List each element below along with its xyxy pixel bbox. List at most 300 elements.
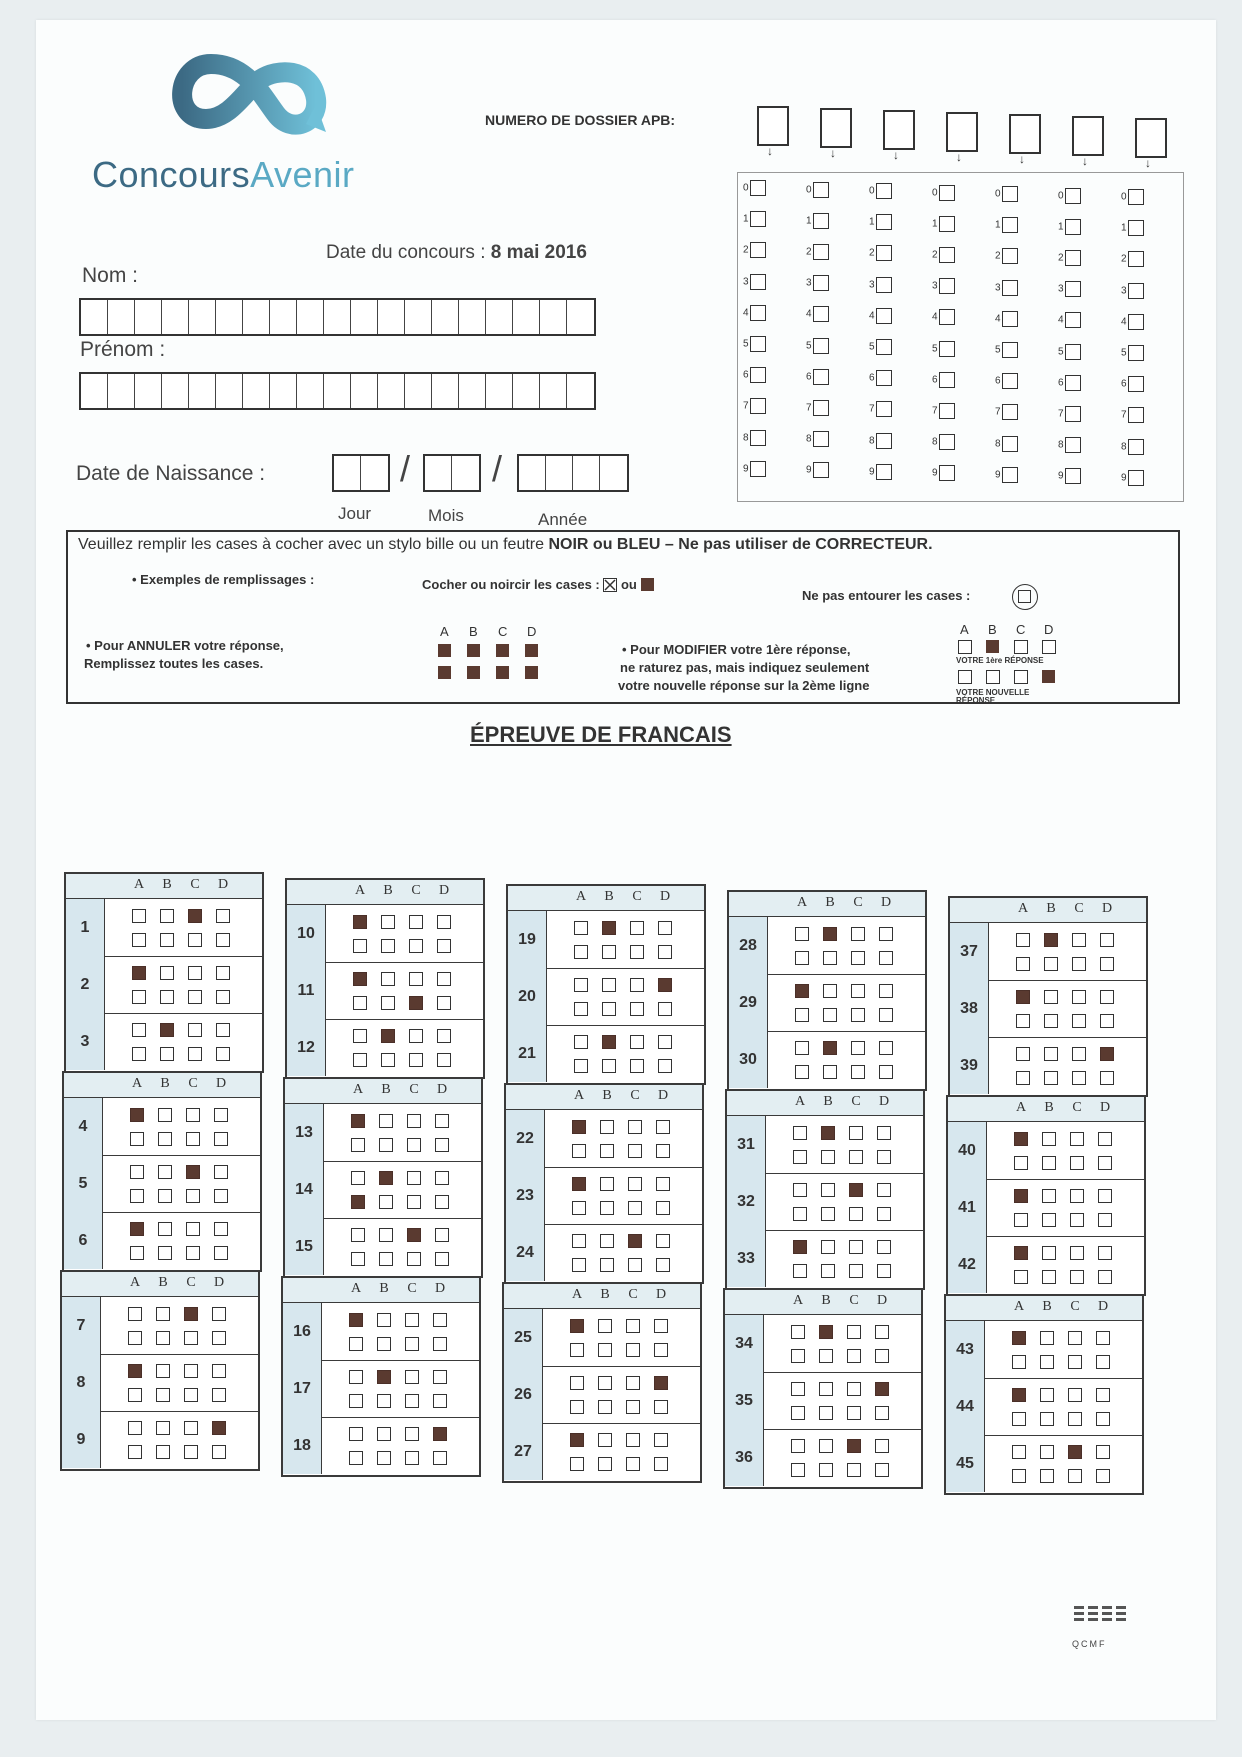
apb-digit-option[interactable] (806, 431, 829, 447)
apb-digit-checkbox[interactable] (1128, 345, 1144, 361)
answer-checkbox-c[interactable] (851, 984, 865, 998)
letter-box[interactable] (135, 374, 162, 408)
answer-checkbox-d[interactable] (212, 1421, 226, 1435)
second-answer-checkbox-d[interactable] (875, 1463, 889, 1477)
second-answer-checkbox-d[interactable] (214, 1132, 228, 1146)
second-answer-checkbox-b[interactable] (160, 933, 174, 947)
answer-checkbox-c[interactable] (186, 1222, 200, 1236)
second-answer-checkbox-c[interactable] (186, 1246, 200, 1260)
second-answer-checkbox-c[interactable] (1072, 1014, 1086, 1028)
apb-digit-checkbox[interactable] (813, 400, 829, 416)
apb-digit-checkbox[interactable] (876, 401, 892, 417)
apb-digit-option[interactable] (1058, 406, 1081, 422)
apb-digit-option[interactable] (995, 311, 1018, 327)
answer-checkbox-c[interactable] (407, 1114, 421, 1128)
apb-digit-option[interactable] (869, 401, 892, 417)
second-answer-checkbox-b[interactable] (602, 1059, 616, 1073)
answer-checkbox-c[interactable] (849, 1240, 863, 1254)
apb-digit-checkbox[interactable] (1065, 375, 1081, 391)
second-answer-checkbox-b[interactable] (1040, 1355, 1054, 1369)
answer-checkbox-c[interactable] (630, 978, 644, 992)
letter-box[interactable] (452, 456, 479, 490)
apb-digit-option[interactable] (806, 400, 829, 416)
letter-box[interactable] (270, 374, 297, 408)
apb-digit-checkbox[interactable] (1065, 281, 1081, 297)
second-answer-checkbox-d[interactable] (658, 1059, 672, 1073)
apb-digit-checkbox[interactable] (813, 275, 829, 291)
second-answer-checkbox-c[interactable] (1070, 1213, 1084, 1227)
answer-checkbox-b[interactable] (819, 1382, 833, 1396)
answer-checkbox-a[interactable] (1014, 1132, 1028, 1146)
apb-digit-option[interactable] (869, 370, 892, 386)
letter-box[interactable] (425, 456, 452, 490)
letter-box[interactable] (378, 374, 405, 408)
second-answer-checkbox-d[interactable] (435, 1252, 449, 1266)
answer-checkbox-b[interactable] (158, 1165, 172, 1179)
apb-digit-checkbox[interactable] (1002, 311, 1018, 327)
second-answer-checkbox-b[interactable] (381, 939, 395, 953)
letter-box[interactable] (324, 300, 351, 334)
answer-checkbox-d[interactable] (877, 1240, 891, 1254)
second-answer-checkbox-d[interactable] (656, 1258, 670, 1272)
second-answer-checkbox-d[interactable] (437, 996, 451, 1010)
answer-checkbox-a[interactable] (128, 1421, 142, 1435)
second-answer-checkbox-a[interactable] (351, 1138, 365, 1152)
second-answer-checkbox-d[interactable] (435, 1195, 449, 1209)
apb-digit-option[interactable] (932, 465, 955, 481)
letter-box[interactable] (540, 374, 567, 408)
second-answer-checkbox-c[interactable] (407, 1138, 421, 1152)
answer-checkbox-a[interactable] (574, 978, 588, 992)
apb-digit-option[interactable] (932, 185, 955, 201)
apb-digit-checkbox[interactable] (813, 244, 829, 260)
second-answer-checkbox-b[interactable] (379, 1252, 393, 1266)
answer-checkbox-d[interactable] (654, 1319, 668, 1333)
answer-checkbox-d[interactable] (216, 909, 230, 923)
apb-digit-checkbox[interactable] (939, 247, 955, 263)
second-answer-checkbox-c[interactable] (630, 1059, 644, 1073)
second-answer-checkbox-c[interactable] (405, 1451, 419, 1465)
answer-checkbox-a[interactable] (130, 1108, 144, 1122)
apb-digit-option[interactable] (1121, 376, 1144, 392)
answer-checkbox-c[interactable] (188, 909, 202, 923)
second-answer-checkbox-c[interactable] (186, 1189, 200, 1203)
apb-digit-option[interactable] (743, 461, 766, 477)
apb-digit-checkbox[interactable] (939, 278, 955, 294)
apb-digit-option[interactable] (743, 305, 766, 321)
second-answer-checkbox-c[interactable] (409, 996, 423, 1010)
answer-checkbox-b[interactable] (158, 1108, 172, 1122)
second-answer-checkbox-d[interactable] (1098, 1270, 1112, 1284)
answer-checkbox-c[interactable] (186, 1108, 200, 1122)
second-answer-checkbox-d[interactable] (656, 1144, 670, 1158)
second-answer-checkbox-b[interactable] (1042, 1156, 1056, 1170)
letter-box[interactable] (297, 374, 324, 408)
second-answer-checkbox-c[interactable] (407, 1195, 421, 1209)
answer-checkbox-a[interactable] (1016, 1047, 1030, 1061)
answer-checkbox-d[interactable] (1100, 933, 1114, 947)
answer-checkbox-d[interactable] (1098, 1189, 1112, 1203)
apb-digit-option[interactable] (932, 309, 955, 325)
answer-checkbox-c[interactable] (405, 1427, 419, 1441)
answer-checkbox-d[interactable] (216, 1023, 230, 1037)
answer-checkbox-b[interactable] (160, 966, 174, 980)
second-answer-checkbox-c[interactable] (849, 1264, 863, 1278)
answer-checkbox-c[interactable] (847, 1325, 861, 1339)
letter-box[interactable] (519, 456, 546, 490)
second-answer-checkbox-a[interactable] (1012, 1469, 1026, 1483)
apb-digit-checkbox[interactable] (750, 461, 766, 477)
apb-digit-checkbox[interactable] (939, 403, 955, 419)
second-answer-checkbox-a[interactable] (793, 1150, 807, 1164)
letter-box[interactable] (573, 456, 600, 490)
apb-digit-box[interactable] (1135, 118, 1167, 158)
answer-checkbox-b[interactable] (823, 1041, 837, 1055)
apb-digit-checkbox[interactable] (1002, 404, 1018, 420)
letter-box[interactable] (486, 300, 513, 334)
answer-checkbox-a[interactable] (130, 1165, 144, 1179)
answer-checkbox-d[interactable] (212, 1307, 226, 1321)
second-answer-checkbox-d[interactable] (658, 1002, 672, 1016)
annee-input[interactable] (517, 454, 629, 492)
letter-box[interactable] (189, 374, 216, 408)
answer-checkbox-a[interactable] (351, 1171, 365, 1185)
second-answer-checkbox-b[interactable] (160, 990, 174, 1004)
second-answer-checkbox-a[interactable] (132, 933, 146, 947)
answer-checkbox-a[interactable] (574, 1035, 588, 1049)
letter-box[interactable] (459, 374, 486, 408)
answer-checkbox-b[interactable] (598, 1376, 612, 1390)
second-answer-checkbox-a[interactable] (130, 1132, 144, 1146)
answer-checkbox-b[interactable] (160, 1023, 174, 1037)
answer-checkbox-a[interactable] (353, 972, 367, 986)
second-answer-checkbox-d[interactable] (1098, 1213, 1112, 1227)
answer-checkbox-b[interactable] (602, 978, 616, 992)
second-answer-checkbox-d[interactable] (877, 1150, 891, 1164)
answer-checkbox-a[interactable] (795, 1041, 809, 1055)
answer-checkbox-a[interactable] (349, 1313, 363, 1327)
answer-checkbox-d[interactable] (433, 1313, 447, 1327)
second-answer-checkbox-b[interactable] (160, 1047, 174, 1061)
answer-checkbox-c[interactable] (1072, 990, 1086, 1004)
second-answer-checkbox-d[interactable] (212, 1445, 226, 1459)
answer-checkbox-d[interactable] (875, 1325, 889, 1339)
answer-checkbox-b[interactable] (1044, 1047, 1058, 1061)
second-answer-checkbox-b[interactable] (156, 1331, 170, 1345)
second-answer-checkbox-c[interactable] (1068, 1412, 1082, 1426)
second-answer-checkbox-b[interactable] (821, 1207, 835, 1221)
second-answer-checkbox-b[interactable] (379, 1195, 393, 1209)
answer-checkbox-a[interactable] (1016, 990, 1030, 1004)
second-answer-checkbox-d[interactable] (654, 1400, 668, 1414)
second-answer-checkbox-a[interactable] (793, 1264, 807, 1278)
second-answer-checkbox-b[interactable] (1040, 1412, 1054, 1426)
second-answer-checkbox-b[interactable] (819, 1349, 833, 1363)
second-answer-checkbox-d[interactable] (437, 1053, 451, 1067)
apb-digit-checkbox[interactable] (1002, 248, 1018, 264)
apb-digit-checkbox[interactable] (939, 309, 955, 325)
second-answer-checkbox-a[interactable] (353, 1053, 367, 1067)
second-answer-checkbox-a[interactable] (572, 1144, 586, 1158)
second-answer-checkbox-a[interactable] (1014, 1270, 1028, 1284)
apb-digit-checkbox[interactable] (750, 211, 766, 227)
second-answer-checkbox-a[interactable] (570, 1457, 584, 1471)
second-answer-checkbox-c[interactable] (630, 945, 644, 959)
second-answer-checkbox-b[interactable] (1044, 1014, 1058, 1028)
second-answer-checkbox-a[interactable] (1014, 1156, 1028, 1170)
apb-digit-checkbox[interactable] (813, 338, 829, 354)
second-answer-checkbox-a[interactable] (349, 1337, 363, 1351)
answer-checkbox-b[interactable] (379, 1171, 393, 1185)
second-answer-checkbox-a[interactable] (570, 1400, 584, 1414)
second-answer-checkbox-a[interactable] (1016, 1071, 1030, 1085)
apb-digit-checkbox[interactable] (1128, 189, 1144, 205)
apb-digit-box[interactable] (1072, 116, 1104, 156)
second-answer-checkbox-b[interactable] (823, 1008, 837, 1022)
second-answer-checkbox-a[interactable] (793, 1207, 807, 1221)
second-answer-checkbox-d[interactable] (1100, 1014, 1114, 1028)
answer-checkbox-d[interactable] (877, 1126, 891, 1140)
apb-digit-checkbox[interactable] (813, 182, 829, 198)
second-answer-checkbox-a[interactable] (572, 1201, 586, 1215)
letter-box[interactable] (243, 374, 270, 408)
second-answer-checkbox-d[interactable] (877, 1264, 891, 1278)
answer-checkbox-a[interactable] (1012, 1331, 1026, 1345)
answer-checkbox-c[interactable] (1068, 1445, 1082, 1459)
apb-digit-option[interactable] (806, 462, 829, 478)
second-answer-checkbox-b[interactable] (158, 1246, 172, 1260)
answer-checkbox-d[interactable] (656, 1234, 670, 1248)
answer-checkbox-d[interactable] (658, 1035, 672, 1049)
second-answer-checkbox-a[interactable] (574, 1002, 588, 1016)
answer-checkbox-c[interactable] (409, 915, 423, 929)
second-answer-checkbox-d[interactable] (654, 1343, 668, 1357)
answer-checkbox-c[interactable] (851, 927, 865, 941)
answer-checkbox-b[interactable] (1044, 933, 1058, 947)
second-answer-checkbox-c[interactable] (1068, 1355, 1082, 1369)
answer-checkbox-d[interactable] (212, 1364, 226, 1378)
second-answer-checkbox-c[interactable] (188, 933, 202, 947)
answer-checkbox-c[interactable] (1072, 933, 1086, 947)
apb-digit-option[interactable] (806, 369, 829, 385)
second-answer-checkbox-b[interactable] (823, 951, 837, 965)
second-answer-checkbox-d[interactable] (875, 1349, 889, 1363)
second-answer-checkbox-d[interactable] (216, 1047, 230, 1061)
answer-checkbox-b[interactable] (1042, 1189, 1056, 1203)
second-answer-checkbox-b[interactable] (600, 1258, 614, 1272)
answer-checkbox-b[interactable] (381, 972, 395, 986)
apb-digit-checkbox[interactable] (876, 339, 892, 355)
apb-digit-option[interactable] (932, 278, 955, 294)
apb-digit-checkbox[interactable] (1002, 280, 1018, 296)
apb-digit-option[interactable] (869, 183, 892, 199)
answer-checkbox-c[interactable] (186, 1165, 200, 1179)
apb-digit-checkbox[interactable] (1128, 376, 1144, 392)
second-answer-checkbox-d[interactable] (1098, 1156, 1112, 1170)
second-answer-checkbox-c[interactable] (188, 1047, 202, 1061)
apb-digit-checkbox[interactable] (1002, 467, 1018, 483)
answer-checkbox-d[interactable] (1096, 1445, 1110, 1459)
answer-checkbox-a[interactable] (574, 921, 588, 935)
apb-digit-option[interactable] (1121, 407, 1144, 423)
apb-digit-checkbox[interactable] (813, 369, 829, 385)
answer-checkbox-b[interactable] (1040, 1388, 1054, 1402)
answer-checkbox-a[interactable] (132, 909, 146, 923)
answer-checkbox-b[interactable] (1044, 990, 1058, 1004)
second-answer-checkbox-b[interactable] (819, 1463, 833, 1477)
apb-digit-checkbox[interactable] (876, 214, 892, 230)
answer-checkbox-a[interactable] (793, 1126, 807, 1140)
letter-box[interactable] (108, 374, 135, 408)
second-answer-checkbox-d[interactable] (875, 1406, 889, 1420)
apb-digit-checkbox[interactable] (750, 180, 766, 196)
answer-checkbox-c[interactable] (849, 1126, 863, 1140)
apb-digit-checkbox[interactable] (876, 464, 892, 480)
answer-checkbox-b[interactable] (823, 927, 837, 941)
second-answer-checkbox-c[interactable] (184, 1331, 198, 1345)
apb-digit-checkbox[interactable] (1065, 406, 1081, 422)
answer-checkbox-c[interactable] (1072, 1047, 1086, 1061)
apb-digit-checkbox[interactable] (939, 341, 955, 357)
answer-checkbox-b[interactable] (156, 1364, 170, 1378)
answer-checkbox-a[interactable] (128, 1364, 142, 1378)
second-answer-checkbox-d[interactable] (433, 1394, 447, 1408)
second-answer-checkbox-b[interactable] (381, 996, 395, 1010)
apb-digit-checkbox[interactable] (1065, 344, 1081, 360)
second-answer-checkbox-a[interactable] (349, 1394, 363, 1408)
second-answer-checkbox-d[interactable] (658, 945, 672, 959)
second-answer-checkbox-b[interactable] (823, 1065, 837, 1079)
letter-box[interactable] (351, 374, 378, 408)
apb-digit-option[interactable] (1058, 344, 1081, 360)
letter-box[interactable] (243, 300, 270, 334)
apb-digit-option[interactable] (869, 433, 892, 449)
answer-checkbox-d[interactable] (435, 1114, 449, 1128)
second-answer-checkbox-b[interactable] (1044, 957, 1058, 971)
second-answer-checkbox-b[interactable] (158, 1189, 172, 1203)
second-answer-checkbox-a[interactable] (349, 1451, 363, 1465)
second-answer-checkbox-d[interactable] (214, 1189, 228, 1203)
letter-box[interactable] (162, 300, 189, 334)
second-answer-checkbox-a[interactable] (574, 1059, 588, 1073)
answer-checkbox-c[interactable] (847, 1382, 861, 1396)
answer-checkbox-c[interactable] (626, 1319, 640, 1333)
answer-checkbox-c[interactable] (849, 1183, 863, 1197)
apb-digit-option[interactable] (869, 308, 892, 324)
second-answer-checkbox-c[interactable] (407, 1252, 421, 1266)
apb-digit-option[interactable] (1121, 189, 1144, 205)
apb-digit-checkbox[interactable] (750, 336, 766, 352)
second-answer-checkbox-c[interactable] (628, 1144, 642, 1158)
second-answer-checkbox-c[interactable] (851, 1065, 865, 1079)
apb-digit-box[interactable] (883, 110, 915, 150)
letter-box[interactable] (270, 300, 297, 334)
apb-digit-option[interactable] (1121, 283, 1144, 299)
second-answer-checkbox-a[interactable] (353, 996, 367, 1010)
apb-digit-option[interactable] (1121, 345, 1144, 361)
apb-digit-option[interactable] (1058, 281, 1081, 297)
second-answer-checkbox-c[interactable] (184, 1445, 198, 1459)
second-answer-checkbox-d[interactable] (216, 933, 230, 947)
answer-checkbox-b[interactable] (602, 921, 616, 935)
apb-digit-option[interactable] (806, 306, 829, 322)
apb-digit-checkbox[interactable] (1002, 217, 1018, 233)
second-answer-checkbox-d[interactable] (1100, 1071, 1114, 1085)
answer-checkbox-a[interactable] (791, 1325, 805, 1339)
apb-digit-option[interactable] (1058, 188, 1081, 204)
answer-checkbox-c[interactable] (184, 1364, 198, 1378)
answer-checkbox-d[interactable] (656, 1120, 670, 1134)
second-answer-checkbox-b[interactable] (379, 1138, 393, 1152)
letter-box[interactable] (81, 374, 108, 408)
answer-checkbox-b[interactable] (821, 1240, 835, 1254)
apb-digit-checkbox[interactable] (876, 183, 892, 199)
apb-digit-option[interactable] (995, 467, 1018, 483)
letter-box[interactable] (351, 300, 378, 334)
apb-digit-option[interactable] (806, 213, 829, 229)
apb-digit-option[interactable] (806, 275, 829, 291)
answer-checkbox-d[interactable] (1096, 1331, 1110, 1345)
second-answer-checkbox-b[interactable] (598, 1400, 612, 1414)
second-answer-checkbox-b[interactable] (598, 1343, 612, 1357)
answer-checkbox-a[interactable] (572, 1120, 586, 1134)
apb-digit-checkbox[interactable] (1128, 470, 1144, 486)
apb-digit-checkbox[interactable] (939, 465, 955, 481)
apb-digit-checkbox[interactable] (1065, 312, 1081, 328)
answer-checkbox-b[interactable] (821, 1183, 835, 1197)
answer-checkbox-c[interactable] (626, 1433, 640, 1447)
letter-box[interactable] (378, 300, 405, 334)
answer-checkbox-b[interactable] (821, 1126, 835, 1140)
second-answer-checkbox-a[interactable] (130, 1246, 144, 1260)
answer-checkbox-c[interactable] (628, 1234, 642, 1248)
answer-checkbox-d[interactable] (435, 1171, 449, 1185)
answer-checkbox-c[interactable] (630, 1035, 644, 1049)
apb-digit-option[interactable] (995, 186, 1018, 202)
apb-digit-option[interactable] (932, 403, 955, 419)
second-answer-checkbox-a[interactable] (353, 939, 367, 953)
second-answer-checkbox-c[interactable] (1070, 1270, 1084, 1284)
second-answer-checkbox-d[interactable] (879, 951, 893, 965)
letter-box[interactable] (297, 300, 324, 334)
answer-checkbox-a[interactable] (572, 1177, 586, 1191)
answer-checkbox-b[interactable] (1040, 1445, 1054, 1459)
apb-digit-option[interactable] (806, 182, 829, 198)
answer-checkbox-d[interactable] (214, 1108, 228, 1122)
second-answer-checkbox-b[interactable] (819, 1406, 833, 1420)
answer-checkbox-a[interactable] (793, 1240, 807, 1254)
apb-digit-box[interactable] (820, 108, 852, 148)
second-answer-checkbox-c[interactable] (626, 1343, 640, 1357)
apb-digit-checkbox[interactable] (1065, 188, 1081, 204)
apb-digit-option[interactable] (995, 373, 1018, 389)
answer-checkbox-a[interactable] (793, 1183, 807, 1197)
apb-digit-checkbox[interactable] (813, 462, 829, 478)
apb-digit-option[interactable] (1121, 470, 1144, 486)
answer-checkbox-d[interactable] (1096, 1388, 1110, 1402)
second-answer-checkbox-a[interactable] (132, 990, 146, 1004)
second-answer-checkbox-c[interactable] (851, 951, 865, 965)
answer-checkbox-c[interactable] (630, 921, 644, 935)
apb-digit-option[interactable] (1121, 220, 1144, 236)
apb-digit-option[interactable] (1121, 439, 1144, 455)
answer-checkbox-c[interactable] (188, 1023, 202, 1037)
second-answer-checkbox-c[interactable] (628, 1201, 642, 1215)
answer-checkbox-d[interactable] (656, 1177, 670, 1191)
apb-digit-option[interactable] (995, 217, 1018, 233)
apb-digit-checkbox[interactable] (750, 242, 766, 258)
second-answer-checkbox-a[interactable] (791, 1406, 805, 1420)
